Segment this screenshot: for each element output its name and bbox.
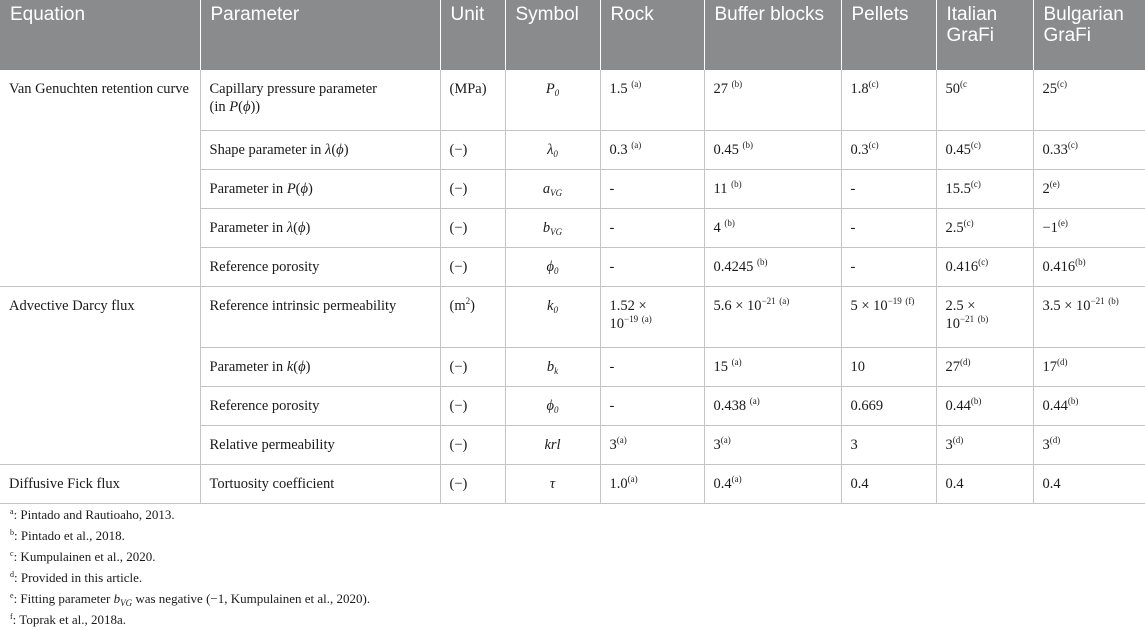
equation-cell	[0, 426, 200, 465]
bulgarian-cell: $3.5 \times 10^{-21}$ $^{(b)}$	[1033, 287, 1145, 348]
italian-cell: 27$^{(d)}$	[936, 348, 1033, 387]
bulgarian-cell: 0.416$^{(b)}$	[1033, 248, 1145, 287]
header-parameter: Parameter	[200, 0, 440, 70]
pellets-cell: 10	[841, 348, 936, 387]
pellets-cell: -	[841, 248, 936, 287]
header-symbol: Symbol	[505, 0, 600, 70]
pellets-cell: $5 \times 10^{-19}$ $^{(f)}$	[841, 287, 936, 348]
table-row	[0, 131, 1145, 170]
symbol-cell: $k_0$	[505, 287, 600, 348]
table-row	[0, 209, 1145, 248]
header-italian-grafi: Italian GraFi	[936, 0, 1033, 70]
unit-cell: (−)	[440, 387, 505, 426]
parameter-cell: Tortuosity coefficient	[200, 465, 440, 504]
pellets-cell: -	[841, 209, 936, 248]
header-pellets: Pellets	[841, 0, 936, 70]
equation-cell	[0, 348, 200, 387]
rock-cell: -	[600, 170, 704, 209]
unit-cell: (−)	[440, 248, 505, 287]
bulgarian-cell: $-1^{(e)}$	[1033, 209, 1145, 248]
symbol-cell: $b_k$	[505, 348, 600, 387]
pellets-cell: 1.8$^{(c)}$	[841, 70, 936, 131]
parameter-cell: Parameter in k(ϕ)	[200, 348, 440, 387]
parameter-cell: Relative permeability	[200, 426, 440, 465]
bulgarian-cell: 0.33$^{(c)}$	[1033, 131, 1145, 170]
rock-cell: -	[600, 387, 704, 426]
bulgarian-cell: 2$^{(e)}$	[1033, 170, 1145, 209]
pellets-cell: -	[841, 170, 936, 209]
buffer-cell: $5.6 \times 10^{-21}$ $^{(a)}$	[704, 287, 841, 348]
header-unit: Unit	[440, 0, 505, 70]
symbol-cell: $b_{VG}$	[505, 209, 600, 248]
italian-cell: 2.5$^{(c)}$	[936, 209, 1033, 248]
header-equation: Equation	[0, 0, 200, 70]
symbol-cell: $P_0$	[505, 70, 600, 131]
rock-cell: 1.5 $^{(a)}$	[600, 70, 704, 131]
rock-cell: 1.52 × $10^{-19}$ $^{(a)}$	[600, 287, 704, 348]
equation-cell	[0, 131, 200, 170]
equation-cell	[0, 209, 200, 248]
symbol-cell: $\phi_0$	[505, 248, 600, 287]
rock-cell: -	[600, 248, 704, 287]
bulgarian-cell: 0.44$^{(b)}$	[1033, 387, 1145, 426]
table-row	[0, 287, 1145, 348]
rock-cell: -	[600, 209, 704, 248]
footnote: $^f$: Toprak et al., 2018a.	[10, 612, 126, 627]
buffer-cell: 0.438 $^{(a)}$	[704, 387, 841, 426]
footnote: $^d$: Provided in this article.	[10, 570, 143, 585]
symbol-cell: $\phi_0$	[505, 387, 600, 426]
buffer-cell: 15 $^{(a)}$	[704, 348, 841, 387]
symbol-cell: $\lambda_0$	[505, 131, 600, 170]
buffer-cell: 0.4$^{(a)}$	[704, 465, 841, 504]
table-row	[0, 426, 1145, 465]
header-buffer-blocks: Buffer blocks	[704, 0, 841, 70]
unit-cell: (−)	[440, 426, 505, 465]
table-row	[0, 387, 1145, 426]
unit-cell: (−)	[440, 465, 505, 504]
bulgarian-cell: 0.4	[1033, 465, 1145, 504]
unit-cell: (−)	[440, 348, 505, 387]
italian-cell: 15.5$^{(c)}$	[936, 170, 1033, 209]
italian-cell: 0.45$^{(c)}$	[936, 131, 1033, 170]
rock-cell: 3$^{(a)}$	[600, 426, 704, 465]
equation-cell: Diffusive Fick flux	[0, 465, 200, 504]
rock-cell: -	[600, 348, 704, 387]
header-rock: Rock	[600, 0, 704, 70]
equation-cell	[0, 170, 200, 209]
parameter-cell: Parameter in λ(ϕ)	[200, 209, 440, 248]
symbol-cell: τ	[505, 465, 600, 504]
italian-cell: 0.44$^{(b)}$	[936, 387, 1033, 426]
rock-cell: 0.3 $^{(a)}$	[600, 131, 704, 170]
italian-cell: 50$^{(c}$	[936, 70, 1033, 131]
parameter-cell: Reference porosity	[200, 387, 440, 426]
table-row	[0, 348, 1145, 387]
footnote: $^c$: Kumpulainen et al., 2020.	[10, 549, 156, 564]
parameter-cell: Shape parameter in λ(ϕ)	[200, 131, 440, 170]
table-row	[0, 248, 1145, 287]
italian-cell: 2.5 × $10^{-21}$ $^{(b)}$	[936, 287, 1033, 348]
bulgarian-cell: 25$^{(c)}$	[1033, 70, 1145, 131]
buffer-cell: 3$^{(a)}$	[704, 426, 841, 465]
pellets-cell: 0.669	[841, 387, 936, 426]
buffer-cell: 0.45 $^{(b)}$	[704, 131, 841, 170]
table-row	[0, 465, 1145, 504]
bulgarian-cell: 3$^{(d)}$	[1033, 426, 1145, 465]
symbol-cell: krl	[505, 426, 600, 465]
table-row	[0, 70, 1145, 131]
footnote: $^b$: Pintado et al., 2018.	[10, 528, 125, 543]
equation-cell	[0, 248, 200, 287]
unit-cell: $(m^2)$	[440, 287, 505, 348]
footnotes	[10, 504, 370, 630]
footnote: $^e$: Fitting parameter $b_{VG}$ was negative (−1, Kumpulainen et al., 2020).	[10, 591, 371, 608]
symbol-cell: $a_{VG}$	[505, 170, 600, 209]
parameter-cell: Reference porosity	[200, 248, 440, 287]
italian-cell: 0.4	[936, 465, 1033, 504]
equation-cell	[0, 387, 200, 426]
parameter-cell: Reference intrinsic permeability	[200, 287, 440, 348]
rock-cell: 1.0$^{(a)}$	[600, 465, 704, 504]
italian-cell: 3$^{(d)}$	[936, 426, 1033, 465]
unit-cell: (−)	[440, 209, 505, 248]
equation-cell: Advective Darcy flux	[0, 287, 200, 348]
unit-cell: (−)	[440, 131, 505, 170]
pellets-cell: 3	[841, 426, 936, 465]
equation-cell: Van Genuchten retention curve	[0, 70, 200, 131]
parameter-cell: Parameter in P(ϕ)	[200, 170, 440, 209]
buffer-cell: 27 $^{(b)}$	[704, 70, 841, 131]
header-row	[0, 0, 1145, 70]
unit-cell: (−)	[440, 170, 505, 209]
unit-cell: (MPa)	[440, 70, 505, 131]
buffer-cell: 4 $^{(b)}$	[704, 209, 841, 248]
buffer-cell: 0.4245 $^{(b)}$	[704, 248, 841, 287]
footnote: $^a$: Pintado and Rautioaho, 2013.	[10, 507, 175, 522]
header-bulgarian-grafi: Bulgarian GraFi	[1033, 0, 1145, 70]
pellets-cell: 0.4	[841, 465, 936, 504]
table-row	[0, 170, 1145, 209]
italian-cell: 0.416$^{(c)}$	[936, 248, 1033, 287]
parameter-cell: Capillary pressure parameter (in P(ϕ))	[200, 70, 440, 131]
pellets-cell: 0.3$^{(c)}$	[841, 131, 936, 170]
bulgarian-cell: 17$^{(d)}$	[1033, 348, 1145, 387]
buffer-cell: 11 $^{(b)}$	[704, 170, 841, 209]
